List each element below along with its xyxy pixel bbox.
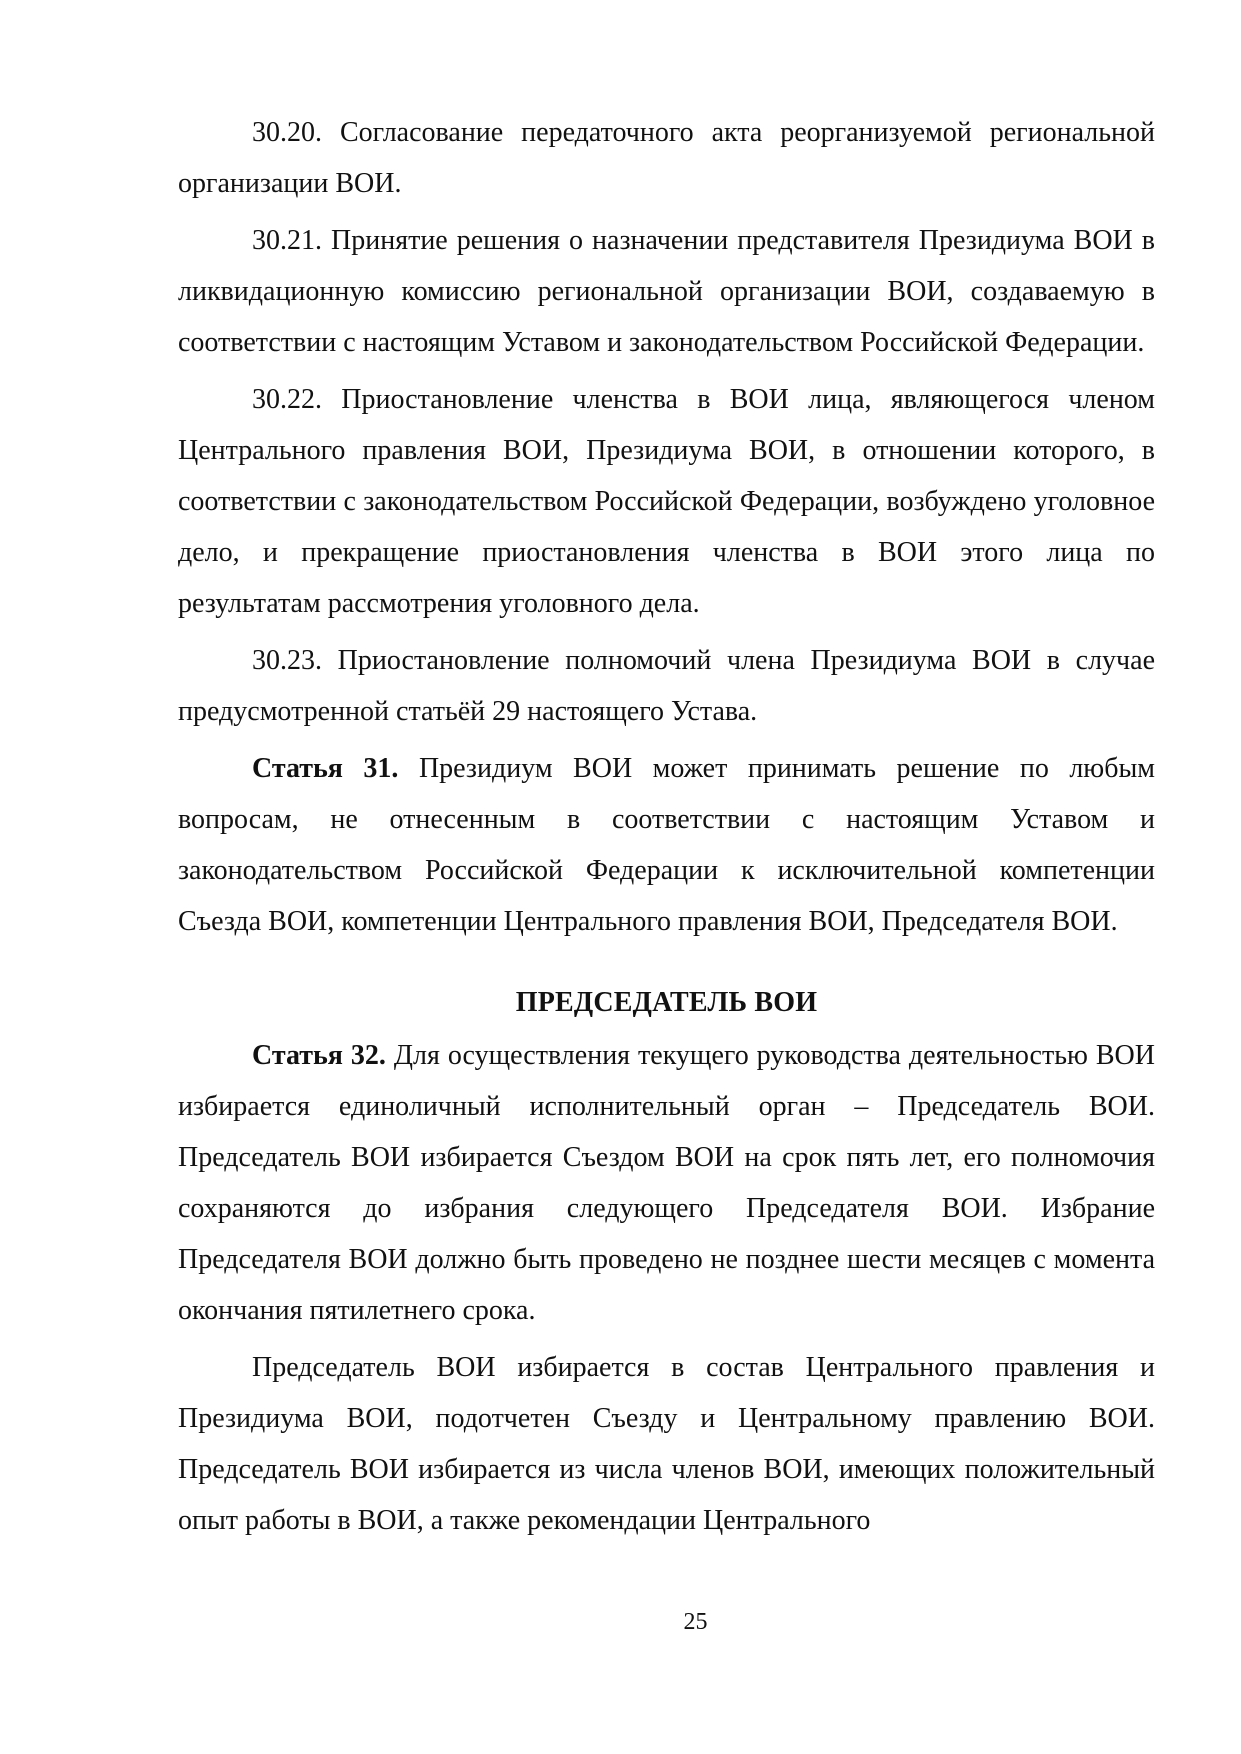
article-31-label: Статья 31. (252, 753, 399, 784)
paragraph-30-22: 30.22. Приостановление членства в ВОИ лица, являющегося членом Центрального правления ВОИ, Президиума ВОИ, в отношении которого, в соответствии с законодательством Российской Федерации, возбуждено уголовное дело, и прекращение приостановления членства в ВОИ этого лица по результатам рассмотрения уголовного дела. (178, 384, 1155, 619)
chairman-paragraph: Председатель ВОИ избирается в состав Центрального правления и Президиума ВОИ, подотчетен Съезду и Центральному правлению ВОИ. Председатель ВОИ избирается из числа членов ВОИ, имеющих положительный опыт работы в ВОИ, а также рекомендации Центрального (178, 1352, 1155, 1536)
article-31-text: Президиум ВОИ может принимать решение по любым вопросам, не отнесенным в соответствии с настоящим Уставом и законодательством Российской Федерации к исключительной компетенции Съезда ВОИ, компетенции Центрального правления ВОИ, Председателя ВОИ. (178, 753, 1155, 937)
document-page (178, 107, 1155, 1552)
article-32-label: Статья 32. (252, 1040, 386, 1071)
article-32-text: Для осуществления текущего руководства деятельностью ВОИ избирается единоличный исполнительный орган – Председатель ВОИ. Председатель ВОИ избирается Съездом ВОИ на срок пять лет, его полномочия сохраняются до избрания следующего Председателя ВОИ. Избрание Председателя ВОИ должно быть проведено не позднее шести месяцев с момента окончания пятилетнего срока. (178, 1040, 1155, 1326)
article-31-paragraph (178, 743, 1155, 947)
paragraph-30-20: 30.20. Согласование передаточного акта реорганизуемой региональной организации ВОИ. (178, 117, 1155, 199)
paragraph-30-23: 30.23. Приостановление полномочий члена Президиума ВОИ в случае предусмотренной статьёй 29 настоящего Устава. (178, 645, 1155, 727)
page-number: 25 (683, 1609, 708, 1635)
section-heading: ПРЕДСЕДАТЕЛЬ ВОИ (515, 987, 818, 1018)
article-32-paragraph (178, 1030, 1155, 1336)
paragraph-30-21: 30.21. Принятие решения о назначении представителя Президиума ВОИ в ликвидационную комиссию региональной организации ВОИ, создаваемую в соответствии с настоящим Уставом и законодательством Российской Федерации. (178, 225, 1155, 358)
